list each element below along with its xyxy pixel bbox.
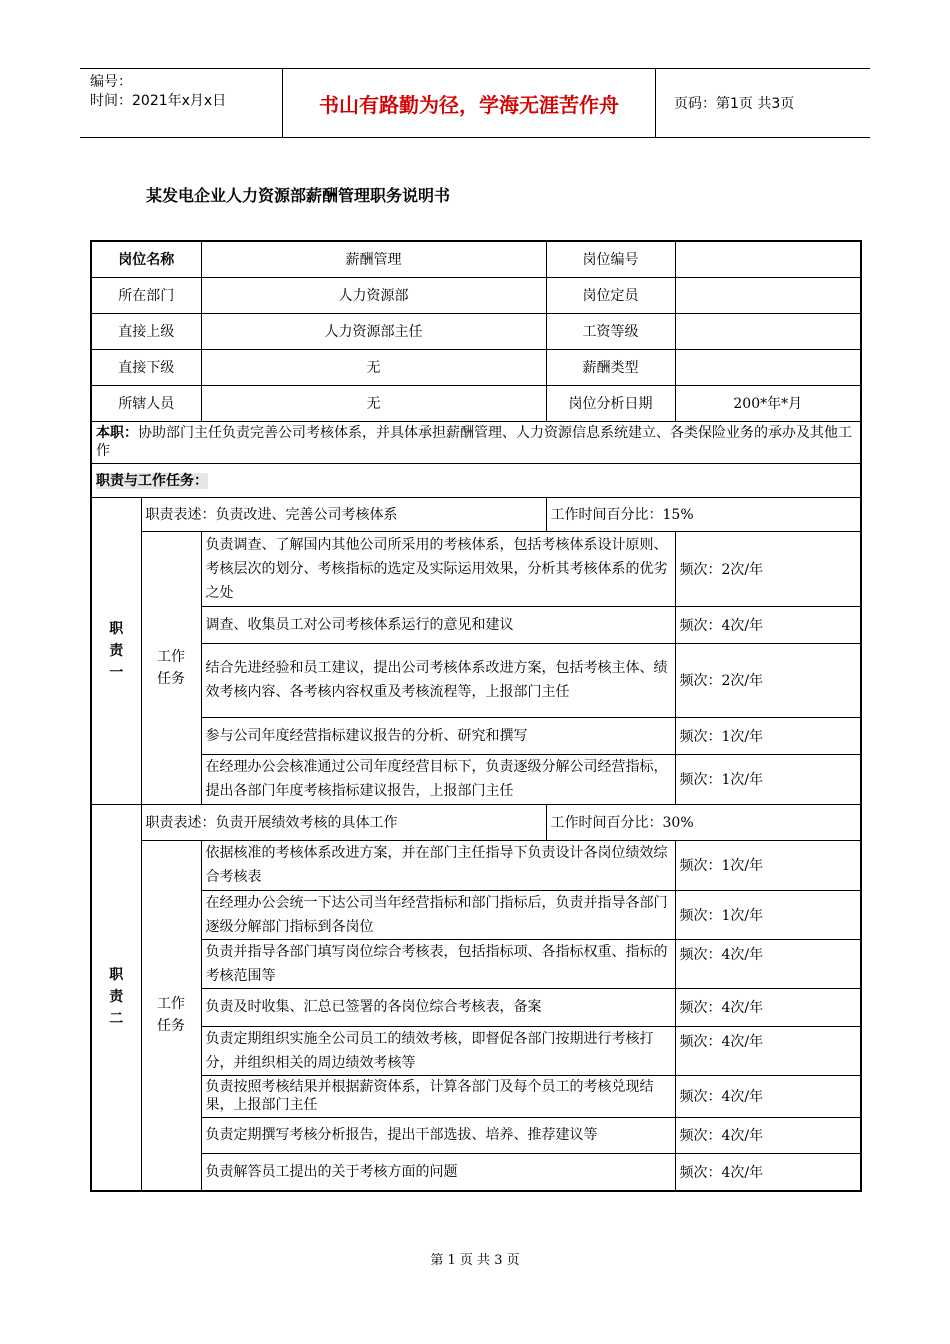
duty2-task-label: [141, 840, 201, 1191]
duty1-task-5-freq: 频次：1次/年: [675, 754, 861, 804]
duty2-task-8-freq: 频次：4次/年: [675, 1153, 861, 1191]
post-name-label: 岗位名称: [91, 241, 201, 277]
duties-header-cell: [91, 463, 861, 497]
duty1-task-row-5: [91, 754, 861, 804]
duty1-task-5-text: 在经理办公会核准通过公司年度经营目标下，负责逐级分解公司经营指标，提出各部门年度考核指标建议报告，上报部门主任: [201, 754, 675, 804]
duty1-task-2-freq: 频次：4次/年: [675, 606, 861, 643]
duty2-statement-row: [91, 804, 861, 840]
duty2-time-pct: 工作时间百分比：30%: [546, 804, 861, 840]
duty2-task-3-text: 负责并指导各部门填写岗位综合考核表，包括指标项、各指标权重、指标的考核范围等: [201, 939, 675, 988]
page-footer: 第 1 页 共 3 页: [430, 1253, 520, 1268]
header-page-number: [664, 69, 870, 137]
document-title: 某发电企业人力资源部薪酬管理职务说明书: [146, 186, 451, 205]
managed-value: 无: [201, 385, 546, 421]
duty2-task-label-text: 工作任务: [157, 996, 185, 1035]
duty1-task-2-text: 调查、收集员工对公司考核体系运行的意见和建议: [201, 606, 675, 643]
duty1-label: [91, 497, 141, 804]
duty2-task-7-freq: 频次：4次/年: [675, 1117, 861, 1153]
duty2-task-8-text: 负责解答员工提出的关于考核方面的问题: [201, 1153, 675, 1191]
duties-header-row: [91, 463, 861, 497]
duty2-task-row-7: [91, 1117, 861, 1153]
dept-label: 所在部门: [91, 277, 201, 313]
duty2-statement: 职责表述：负责开展绩效考核的具体工作: [141, 804, 546, 840]
duty1-statement: 职责表述：负责改进、完善公司考核体系: [141, 497, 546, 531]
duty1-task-label-text: 工作任务: [157, 648, 185, 687]
duty2-task-2-text: 在经理办公会统一下达公司当年经营指标和部门指标后，负责并指导各部门逐级分解部门指标到各岗位: [201, 890, 675, 939]
duty1-task-1-freq: 频次：2次/年: [675, 531, 861, 606]
duty2-task-6-text: 负责按照考核结果并根据薪资体系，计算各部门及每个员工的考核兑现结果，上报部门主任: [201, 1075, 675, 1117]
duties-header: 职责与工作任务：: [96, 473, 208, 489]
duty2-task-row-3: [91, 939, 861, 988]
subordinate-label: 直接下级: [91, 349, 201, 385]
doc-date-label: 时间：2021年x月x日: [90, 93, 227, 109]
header-meta: [80, 69, 282, 137]
quota-value: [675, 277, 861, 313]
superior-value: 人力资源部主任: [201, 313, 546, 349]
duty1-statement-row: [91, 497, 861, 531]
paytype-label: 薪酬类型: [546, 349, 675, 385]
grade-label: 工资等级: [546, 313, 675, 349]
superior-label: 直接上级: [91, 313, 201, 349]
duty2-task-row-1: [91, 840, 861, 890]
duty1-task-row-2: [91, 606, 861, 643]
info-row-managed: [91, 385, 861, 421]
post-code-value: [675, 241, 861, 277]
duty2-task-7-text: 负责定期撰写考核分析报告，提出干部选拔、培养、推荐建议等: [201, 1117, 675, 1153]
duty2-label-text: 职责二: [109, 967, 124, 1028]
duty2-task-row-4: [91, 988, 861, 1026]
duty2-task-row-6: [91, 1075, 861, 1117]
job-description-table: [90, 240, 862, 1192]
summary-row: [91, 421, 861, 463]
header-motto: 书山有路勤为径，学海无涯苦作舟: [282, 69, 656, 137]
info-row-superior: [91, 313, 861, 349]
duty1-task-4-freq: 频次：1次/年: [675, 717, 861, 754]
analysis-date-value: 200*年*月: [675, 385, 861, 421]
duty1-task-row-3: [91, 643, 861, 717]
doc-number-label: 编号：: [90, 74, 132, 90]
duty1-label-text: 职责一: [109, 620, 124, 681]
paytype-value: [675, 349, 861, 385]
duty2-task-5-text: 负责定期组织实施全公司员工的绩效考核，即督促各部门按期进行考核打分，并组织相关的周边绩效考核等: [201, 1026, 675, 1075]
duty2-task-6-freq: 频次：4次/年: [675, 1075, 861, 1117]
quota-label: 岗位定员: [546, 277, 675, 313]
summary-text: 协助部门主任负责完善公司考核体系，并具体承担薪酬管理、人力资源信息系统建立、各类保险业务的承办及其他工作: [96, 425, 852, 459]
post-code-label: 岗位编号: [546, 241, 675, 277]
duty2-task-5-freq: 频次：4次/年: [675, 1026, 861, 1075]
duty1-task-label: [141, 531, 201, 804]
duty2-task-3-freq: 频次：4次/年: [675, 939, 861, 988]
post-name-value: 薪酬管理: [201, 241, 546, 277]
duty2-task-row-2: [91, 890, 861, 939]
grade-value: [675, 313, 861, 349]
info-row-subordinate: [91, 349, 861, 385]
duty2-task-1-text: 依据核准的考核体系改进方案，并在部门主任指导下负责设计各岗位绩效综合考核表: [201, 840, 675, 890]
page-number-text: 页码：第1页 共3页: [674, 96, 795, 112]
duty2-task-4-text: 负责及时收集、汇总已签署的各岗位综合考核表，备案: [201, 988, 675, 1026]
duty2-task-row-5: [91, 1026, 861, 1075]
duty1-task-3-text: 结合先进经验和员工建议，提出公司考核体系改进方案，包括考核主体、绩效考核内容、各考核内容权重及考核流程等，上报部门主任: [201, 643, 675, 717]
duty2-task-2-freq: 频次：1次/年: [675, 890, 861, 939]
duty1-task-row-1: [91, 531, 861, 606]
dept-value: 人力资源部: [201, 277, 546, 313]
duty1-task-3-freq: 频次：2次/年: [675, 643, 861, 717]
summary-cell: [91, 421, 861, 463]
page-header: [80, 68, 870, 138]
summary-label: 本职：: [96, 425, 138, 441]
managed-label: 所辖人员: [91, 385, 201, 421]
duty2-task-4-freq: 频次：4次/年: [675, 988, 861, 1026]
duty1-task-row-4: [91, 717, 861, 754]
duty1-time-pct: 工作时间百分比：15%: [546, 497, 861, 531]
duty1-task-4-text: 参与公司年度经营指标建议报告的分析、研究和撰写: [201, 717, 675, 754]
duty2-task-1-freq: 频次：1次/年: [675, 840, 861, 890]
duty1-task-1-text: 负责调查、了解国内其他公司所采用的考核体系，包括考核体系设计原则、考核层次的划分、考核指标的选定及实际运用效果，分析其考核体系的优劣之处: [201, 531, 675, 606]
analysis-date-label: 岗位分析日期: [546, 385, 675, 421]
subordinate-value: 无: [201, 349, 546, 385]
duty2-task-row-8: [91, 1153, 861, 1191]
info-row-dept: [91, 277, 861, 313]
duty2-label: [91, 804, 141, 1191]
info-row-name: [91, 241, 861, 277]
